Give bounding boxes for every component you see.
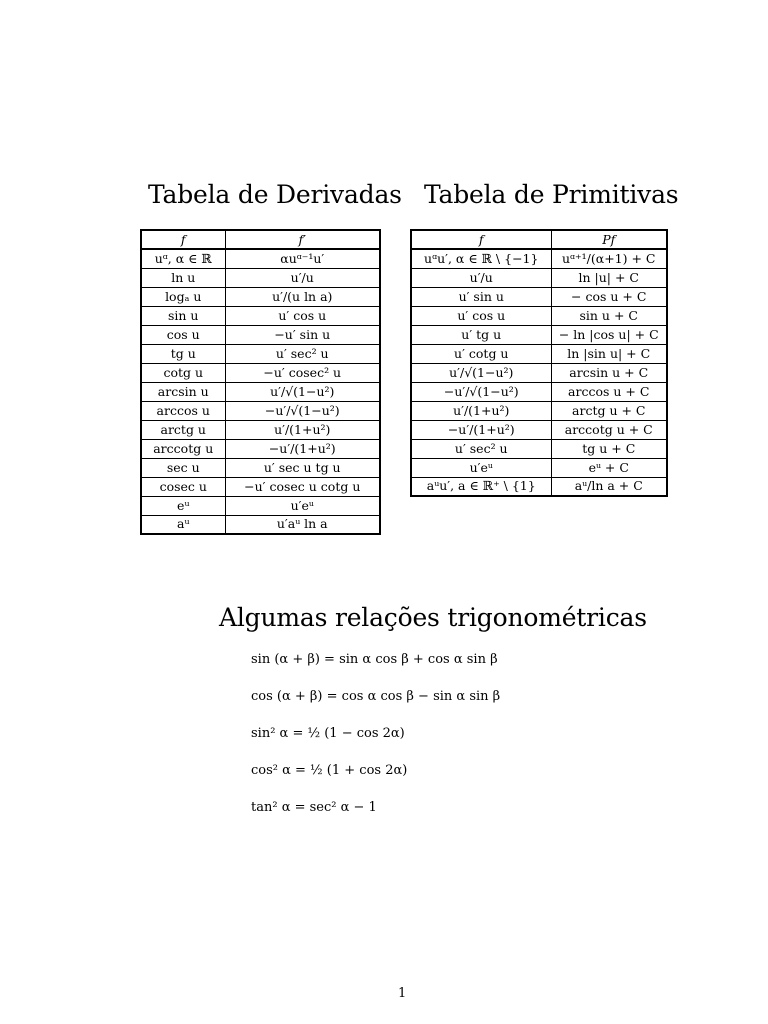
function-cell: u′ cotg u	[411, 344, 551, 363]
result-cell: arctg u + C	[551, 401, 667, 420]
trig-formula: cos (α + β) = cos α cos β − sin α sin β	[251, 689, 501, 704]
result-cell: u′/(1+u²)	[225, 420, 380, 439]
result-cell: −u′/(1+u²)	[225, 439, 380, 458]
result-cell: uᵅ⁺¹/(α+1) + C	[551, 249, 667, 268]
function-cell: sec u	[141, 458, 225, 477]
result-cell: ln |sin u| + C	[551, 344, 667, 363]
table-row	[141, 420, 380, 439]
derivatives-title: Tabela de Derivadas	[148, 180, 402, 209]
result-cell: arccos u + C	[551, 382, 667, 401]
function-cell: uᵅ, α ∈ ℝ	[141, 249, 225, 268]
function-cell: logₐ u	[141, 287, 225, 306]
function-cell: cosec u	[141, 477, 225, 496]
table-row	[411, 325, 667, 344]
table-row	[141, 477, 380, 496]
column-header-derivative: f′	[225, 230, 380, 249]
table-row	[411, 287, 667, 306]
result-cell: −u′ cosec u cotg u	[225, 477, 380, 496]
table-row	[141, 249, 380, 268]
result-cell: u′eᵘ	[225, 496, 380, 515]
function-cell: cos u	[141, 325, 225, 344]
result-cell: sin u + C	[551, 306, 667, 325]
function-cell: cotg u	[141, 363, 225, 382]
table-row	[141, 268, 380, 287]
table-row	[141, 344, 380, 363]
table-row	[141, 458, 380, 477]
result-cell: − ln |cos u| + C	[551, 325, 667, 344]
table-row	[411, 363, 667, 382]
trig-formula: tan² α = sec² α − 1	[251, 800, 377, 815]
function-cell: u′/(1+u²)	[411, 401, 551, 420]
table-row	[411, 306, 667, 325]
trig-formula: cos² α = ½ (1 + cos 2α)	[251, 763, 408, 778]
table-row	[411, 477, 667, 496]
function-cell: arcsin u	[141, 382, 225, 401]
primitives-table-body	[411, 249, 667, 496]
table-row	[141, 382, 380, 401]
function-cell: uᵅu′, α ∈ ℝ \ {−1}	[411, 249, 551, 268]
function-cell: u′/√(1−u²)	[411, 363, 551, 382]
result-cell: arccotg u + C	[551, 420, 667, 439]
result-cell: u′/(u ln a)	[225, 287, 380, 306]
column-header-f: f	[141, 230, 225, 249]
table-row	[411, 382, 667, 401]
function-cell: u′/u	[411, 268, 551, 287]
function-cell: u′ cos u	[411, 306, 551, 325]
result-cell: u′/√(1−u²)	[225, 382, 380, 401]
table-row	[411, 249, 667, 268]
page-number: 1	[398, 986, 407, 1001]
result-cell: u′ cos u	[225, 306, 380, 325]
table-row	[411, 420, 667, 439]
trig-formula: sin² α = ½ (1 − cos 2α)	[251, 726, 405, 741]
trig-formula: sin (α + β) = sin α cos β + cos α sin β	[251, 652, 498, 667]
table-row	[141, 515, 380, 534]
result-cell: u′/u	[225, 268, 380, 287]
derivatives-table	[140, 229, 381, 535]
derivatives-table-body	[141, 249, 380, 534]
table-row	[411, 401, 667, 420]
function-cell: −u′/(1+u²)	[411, 420, 551, 439]
function-cell: aᵘ	[141, 515, 225, 534]
table-row	[411, 268, 667, 287]
function-cell: u′ sin u	[411, 287, 551, 306]
result-cell: tg u + C	[551, 439, 667, 458]
result-cell: u′aᵘ ln a	[225, 515, 380, 534]
function-cell: ln u	[141, 268, 225, 287]
table-row	[411, 344, 667, 363]
function-cell: arccos u	[141, 401, 225, 420]
result-cell: −u′ sin u	[225, 325, 380, 344]
table-header-row	[411, 230, 667, 249]
table-row	[141, 325, 380, 344]
table-row	[141, 287, 380, 306]
table-row	[411, 439, 667, 458]
result-cell: −u′/√(1−u²)	[225, 401, 380, 420]
table-row	[141, 496, 380, 515]
trig-formula-list	[251, 649, 500, 834]
function-cell: arctg u	[141, 420, 225, 439]
table-row	[141, 439, 380, 458]
column-header-primitive: Pf	[551, 230, 667, 249]
function-cell: u′ tg u	[411, 325, 551, 344]
function-cell: arccotg u	[141, 439, 225, 458]
table-header-row	[141, 230, 380, 249]
function-cell: −u′/√(1−u²)	[411, 382, 551, 401]
table-row	[411, 458, 667, 477]
result-cell: arcsin u + C	[551, 363, 667, 382]
function-cell: u′ sec² u	[411, 439, 551, 458]
result-cell: u′ sec² u	[225, 344, 380, 363]
trig-relations-title: Algumas relações trigonométricas	[219, 603, 647, 632]
function-cell: aᵘu′, a ∈ ℝ⁺ \ {1}	[411, 477, 551, 496]
column-header-f: f	[411, 230, 551, 249]
table-row	[141, 401, 380, 420]
table-row	[141, 363, 380, 382]
result-cell: αuᵅ⁻¹u′	[225, 249, 380, 268]
result-cell: −u′ cosec² u	[225, 363, 380, 382]
primitives-title: Tabela de Primitivas	[424, 180, 679, 209]
function-cell: tg u	[141, 344, 225, 363]
result-cell: − cos u + C	[551, 287, 667, 306]
table-row	[141, 306, 380, 325]
function-cell: eᵘ	[141, 496, 225, 515]
result-cell: aᵘ/ln a + C	[551, 477, 667, 496]
result-cell: ln |u| + C	[551, 268, 667, 287]
primitives-table	[410, 229, 668, 497]
function-cell: sin u	[141, 306, 225, 325]
result-cell: eᵘ + C	[551, 458, 667, 477]
function-cell: u′eᵘ	[411, 458, 551, 477]
result-cell: u′ sec u tg u	[225, 458, 380, 477]
